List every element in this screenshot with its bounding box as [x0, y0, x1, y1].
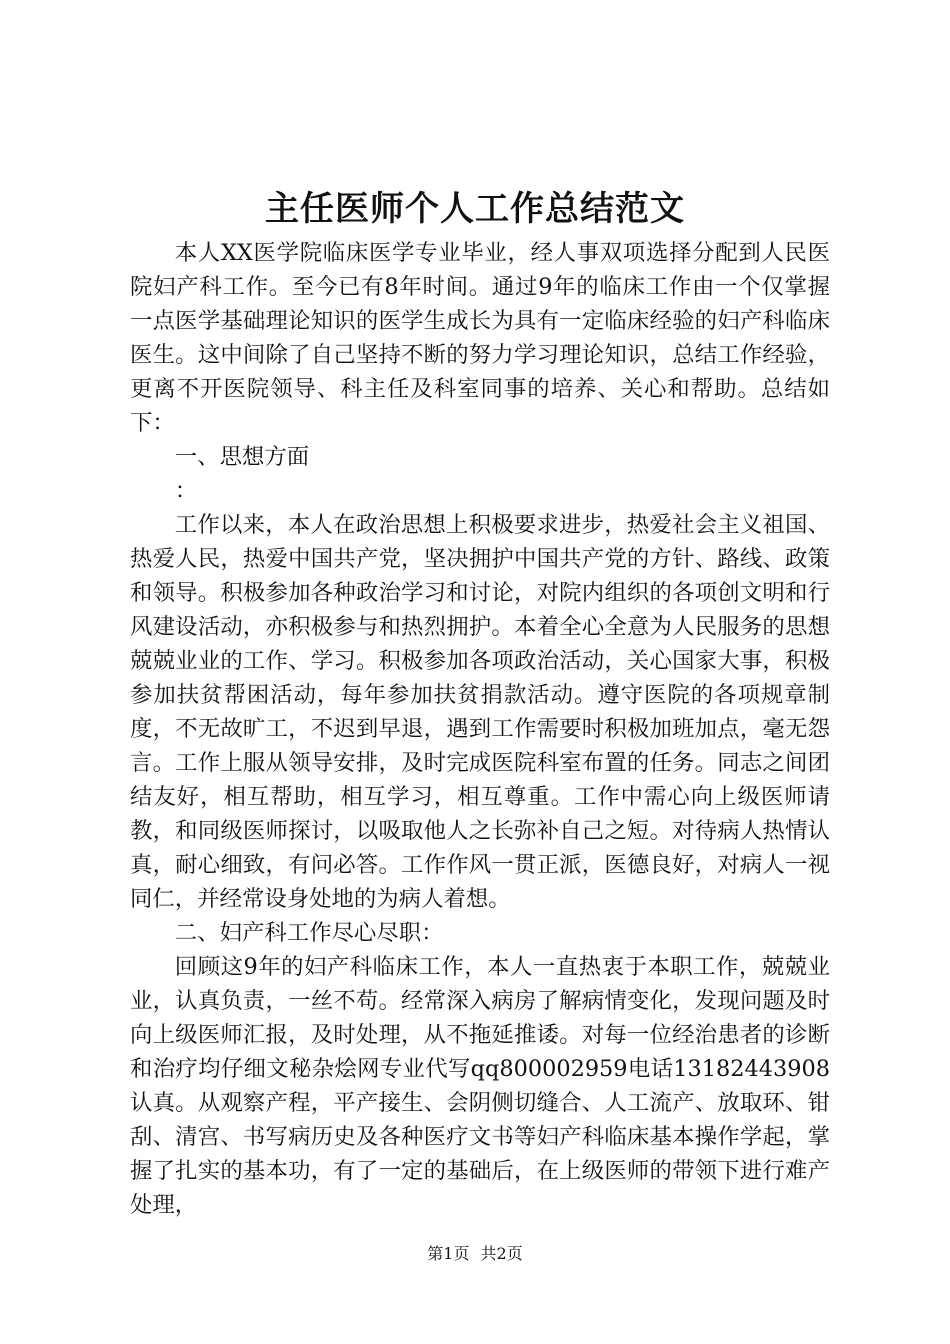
document-title: 主任医师个人工作总结范文 [265, 189, 685, 229]
page-number: 第1页 [427, 1244, 470, 1263]
paragraph-obstetrics: 回顾这9年的妇产科临床工作，本人一直热衷于本职工作，兢兢业业，认真负责，一丝不苟。经常深入病房了解病情变化，发现问题及时向上级医师汇报，及时处理，从不拖延推诿。对每一位经治患者的诊断和治疗均仔细文秘杂烩网专业代写qq800002959电话13182443908认真。从观察产程，平产接生、会阴侧切缝合、人工流产、放取环、钳刮、清宫、书写病历史及各种医疗文书等妇产科临床基本操作学起，掌握了扎实的基本功，有了一定的基础后，在上级医师的带领下进行难产处理， [130, 954, 830, 1218]
paragraph-thought: 工作以来，本人在政治思想上积极要求进步，热爱社会主义祖国、热爱人民，热爱中国共产党，坚决拥护中国共产党的方针、路线、政策和领导。积极参加各种政治学习和讨论，对院内组织的各项创文明和行风建设活动，亦积极参与和热烈拥护。本着全心全意为人民服务的思想兢兢业业的工作、学习。积极参加各项政治活动，关心国家大事，积极参加扶贫帮困活动，每年参加扶贫捐款活动。遵守医院的各项规章制度，不无故旷工，不迟到早退，遇到工作需要时积极加班加点，毫无怨言。工作上服从领导安排，及时完成医院科室布置的任务。同志之间团结友好，相互帮助，相互学习，相互尊重。工作中需心向上级医师请教，和同级医师探讨，以吸取他人之长弥补自己之短。对待病人热情认真，耐心细致，有问必答。工作作风一贯正派，医德良好，对病人一视同仁，并经常设身处地的为病人着想。 [130, 512, 830, 912]
paragraph-colon: ： [174, 478, 198, 504]
document-body [130, 236, 830, 1222]
section-heading-obstetrics: 二、妇产科工作尽心尽职： [174, 920, 444, 946]
section-heading-thought: 一、思想方面 [174, 444, 310, 470]
page-total: 共2页 [480, 1244, 523, 1263]
page-footer [0, 1243, 950, 1265]
paragraph-intro: 本人XX医学院临床医学专业毕业，经人事双项选择分配到人民医院妇产科工作。至今已有8年时间。通过9年的临床工作由一个仅掌握一点医学基础理论知识的医学生成长为具有一定临床经验的妇产科临床医生。这中间除了自己坚持不断的努力学习理论知识，总结工作经验，更离不开医院领导、科主任及科室同事的培养、关心和帮助。总结如下： [130, 240, 830, 436]
